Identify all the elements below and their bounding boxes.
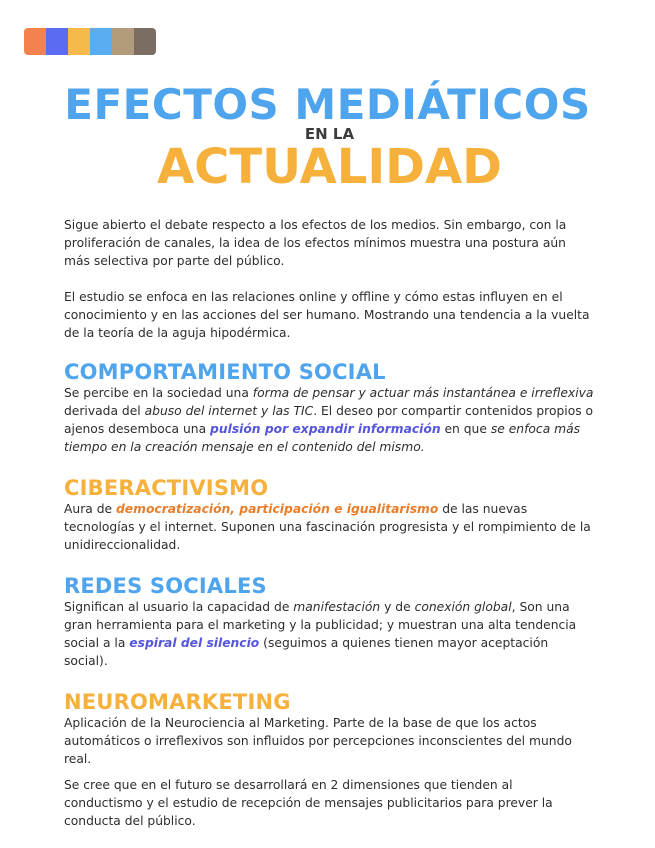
title-line-1: EFECTOS MEDIÁTICOS (64, 80, 591, 129)
swatch-yellow (68, 28, 90, 55)
main-content (64, 216, 594, 830)
section-heading: COMPORTAMIENTO SOCIAL (64, 360, 386, 384)
swatch-sky (90, 28, 112, 55)
section-body: Aplicación de la Neurociencia al Marketing. Parte de la base de que los actos automáticos o irreflexivos son influidos por percepciones inconscientes del mundo real. (64, 716, 572, 766)
highlight-term: pulsión por expandir información (210, 422, 441, 436)
swatch-orange (24, 28, 46, 55)
highlight-term: espiral del silencio (129, 636, 260, 650)
section-comportamiento-social (64, 360, 594, 456)
section-redes-sociales (64, 574, 594, 670)
color-palette (24, 28, 156, 55)
section-heading: NEUROMARKETING (64, 690, 291, 714)
swatch-brown (134, 28, 156, 55)
swatch-indigo (46, 28, 68, 55)
page-title (0, 80, 655, 195)
section-body: Aura de democratización, participación e igualitarismo de las nuevas tecnologías y el internet. Suponen una fascinación progresista y el rompimiento de la unidireccionalidad. (64, 502, 591, 552)
title-line-2: EN LA (304, 125, 355, 143)
section-ciberactivismo (64, 476, 594, 554)
intro-paragraph-2: El estudio se enfoca en las relaciones online y offline y cómo estas influyen en el conocimiento y en las acciones del ser humano. Mostrando una tendencia a la vuelta de la teoría de la aguja hipodérmica. (64, 290, 590, 340)
highlight-term: democratización, participación e igualitarismo (116, 502, 439, 516)
intro-paragraph-1: Sigue abierto el debate respecto a los efectos de los medios. Sin embargo, con la proliferación de canales, la idea de los efectos mínimos muestra una postura aún más selectiva por parte del público. (64, 218, 567, 268)
section-body: Se percibe en la sociedad una forma de pensar y actuar más instantánea e irreflexiva derivada del abuso del internet y las TIC. El deseo por compartir contenidos propios o ajenos desemboca una pulsión por expandir información en que se enfoca más tiempo en la creación mensaje en el contenido del mismo. (64, 386, 594, 454)
section-heading: REDES SOCIALES (64, 574, 267, 598)
section-body-2: Se cree que en el futuro se desarrollará en 2 dimensiones que tienden al conductismo y el estudio de recepción de mensajes publicitarios para prever la conducta del público. (64, 778, 553, 828)
section-neuromarketing (64, 690, 594, 830)
section-heading: CIBERACTIVISMO (64, 476, 269, 500)
swatch-tan (112, 28, 134, 55)
section-body: Significan al usuario la capacidad de manifestación y de conexión global, Son una gran herramienta para el marketing y la publicidad; y muestran una alta tendencia social a la espiral del silencio (seguimos a quienes tienen mayor aceptación social). (64, 600, 577, 668)
title-line-3: ACTUALIDAD (156, 139, 503, 195)
